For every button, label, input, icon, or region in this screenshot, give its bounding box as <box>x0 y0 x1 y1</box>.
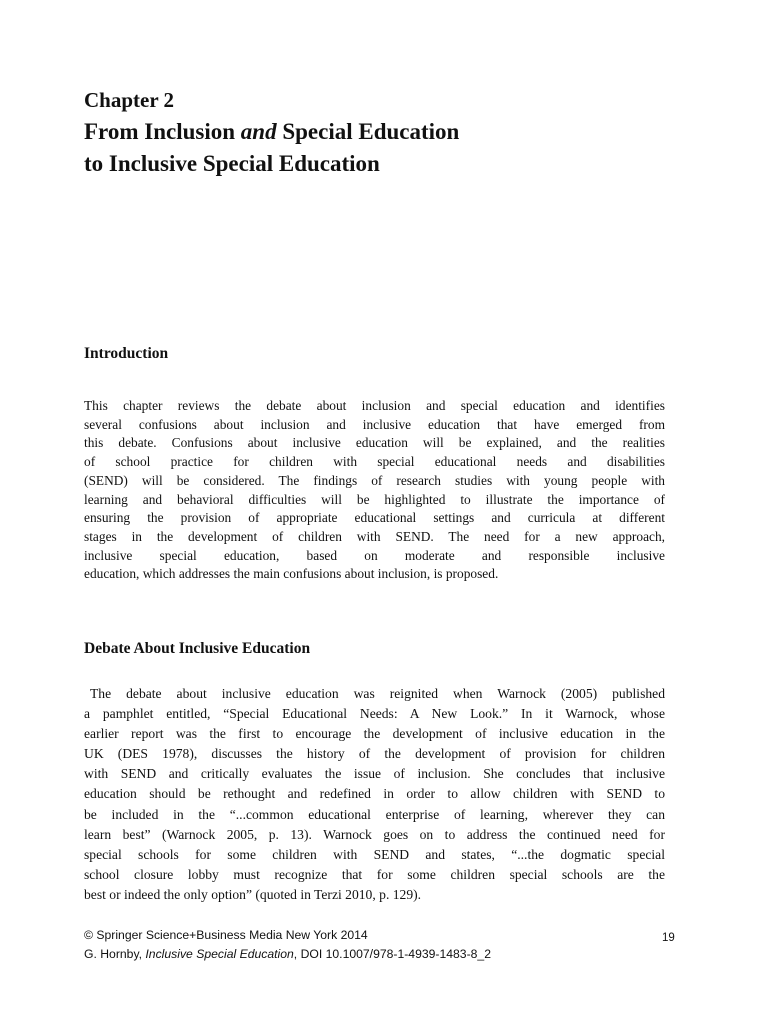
paragraph-line: best or indeed the only option” (quoted in Terzi 2010, p. 129). <box>84 886 422 902</box>
paragraph-line: a pamphlet entitled, “Special Educational Needs: A New Look.” In it Warnock, whose <box>84 706 665 722</box>
paragraph-line: of school practice for children with special educational needs and disabilities <box>84 454 665 470</box>
paragraph-line: school closure lobby must recognize that for some children special schools are the <box>84 866 665 882</box>
paragraph-line: learn best” (Warnock 2005, p. 13). Warnock goes on to address the continued need for <box>84 826 665 842</box>
chapter-title-pre: From Inclusion <box>84 119 241 144</box>
chapter-title-italic: and <box>240 119 277 144</box>
citation-doi: , DOI 10.1007/978-1-4939-1483-8_2 <box>293 946 491 961</box>
paragraph-line: education should be rethought and redefined in order to allow children with SEND to <box>84 786 665 802</box>
paragraph-line: special schools for some children with SEND and states, “...the dogmatic special <box>84 846 665 862</box>
paragraph-line: ensuring the provision of appropriate educational settings and curricula at different <box>84 510 665 526</box>
paragraph-line: be included in the “...common educational enterprise of learning, wherever they can <box>84 806 665 822</box>
introduction-paragraph <box>84 397 665 584</box>
citation-line <box>84 945 491 964</box>
section-heading-debate: Debate About Inclusive Education <box>84 640 311 657</box>
paragraph-line: UK (DES 1978), discusses the history of the development of provision for children <box>84 746 665 762</box>
paragraph-line: inclusive special education, based on moderate and responsible inclusive <box>84 547 665 563</box>
paragraph-line: earlier report was the first to encourage the development of inclusive education in the <box>84 726 665 742</box>
page-number: 19 <box>662 932 675 944</box>
chapter-title <box>84 116 704 180</box>
chapter-title-line-2: to Inclusive Special Education <box>84 151 380 176</box>
paragraph-line: several confusions about inclusion and inclusive education that have emerged from <box>84 416 665 432</box>
citation-book-title: Inclusive Special Education <box>145 946 294 961</box>
paragraph-line: learning and behavioral difficulties will be highlighted to illustrate the importance of <box>84 491 665 507</box>
paragraph-line: (SEND) will be considered. The findings of research studies with young people with <box>84 472 665 488</box>
paragraph-line: with SEND and critically evaluates the issue of inclusion. She concludes that inclusive <box>84 766 665 782</box>
paragraph-line: education, which addresses the main confusions about inclusion, is proposed. <box>84 566 499 582</box>
paragraph-line: The debate about inclusive education was reignited when Warnock (2005) published <box>90 686 665 701</box>
paragraph-line: this debate. Confusions about inclusive education will be explained, and the realities <box>84 435 665 451</box>
copyright-notice: © Springer Science+Business Media New York 2014 <box>84 928 368 942</box>
chapter-title-post: Special Education <box>276 119 460 144</box>
section-heading-introduction: Introduction <box>84 345 169 362</box>
page-footer <box>84 926 491 963</box>
paragraph-line: This chapter reviews the debate about inclusion and special education and identifies <box>84 398 665 413</box>
citation-author: G. Hornby, <box>84 946 146 961</box>
debate-paragraph <box>84 684 665 905</box>
paragraph-line: stages in the development of children with SEND. The need for a new approach, <box>84 528 665 544</box>
chapter-title-line-1 <box>84 116 704 148</box>
chapter-label: Chapter 2 <box>84 88 175 112</box>
